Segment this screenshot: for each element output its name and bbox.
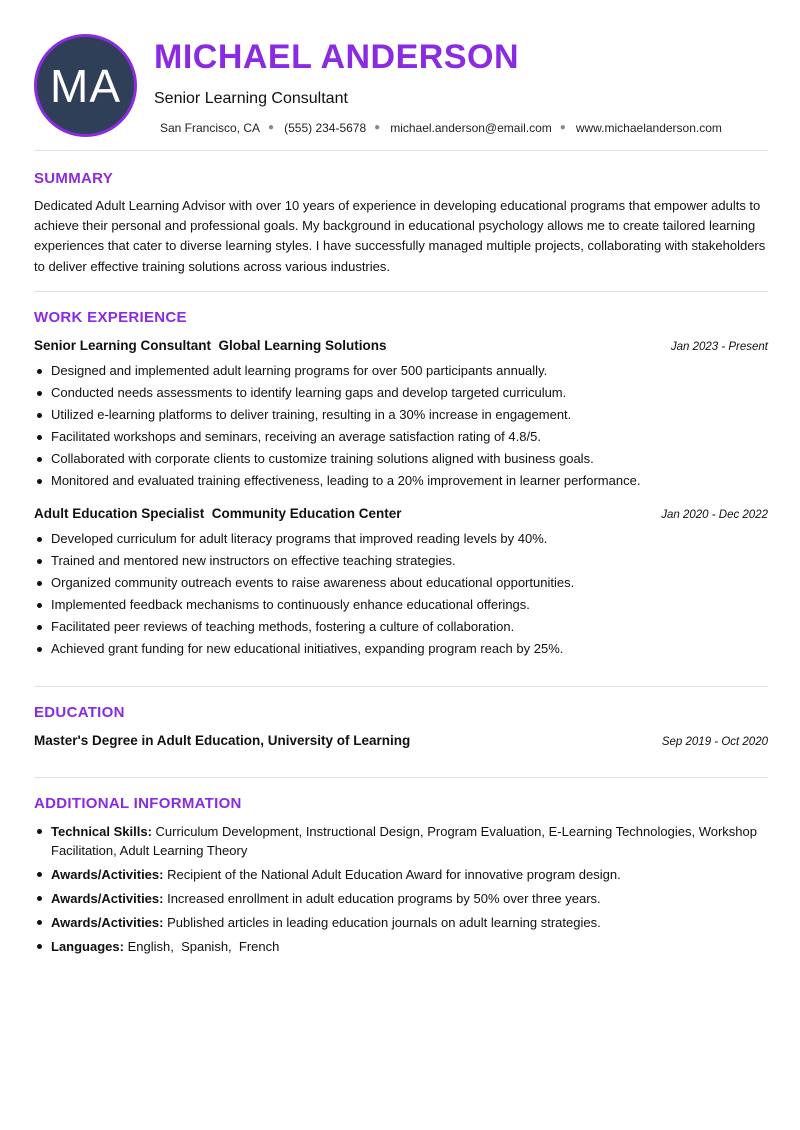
job-title: Senior Learning Consultant Global Learning Solutions [34,338,387,353]
summary-text: Dedicated Adult Learning Advisor with over 10 years of experience in developing educational programs that empower adults to achieve their personal and professional goals. My background in educational psychology allows me to create tailored learning experiences that cater to diverse learning styles. I have successfully managed multiple projects, collaborating with stakeholders to deliver effective training solutions across various industries. [34,198,766,274]
list-item [34,937,768,956]
item-text: Increased enrollment in adult education programs by 50% over three years. [167,891,601,906]
dot-separator-icon: ● [559,122,566,133]
avatar [34,34,137,137]
item-label: Awards/Activities: [51,915,164,930]
list-item: Implemented feedback mechanisms to continuously enhance educational offerings. [34,594,768,616]
avatar-initials: MA [50,59,121,112]
list-item: Collaborated with corporate clients to customize training solutions aligned with business goals. [34,448,768,470]
item-label: Awards/Activities: [51,891,164,906]
item-label: Languages: [51,939,124,954]
experience-heading: WORK EXPERIENCE [34,309,187,326]
additional-heading: ADDITIONAL INFORMATION [34,795,242,812]
item-text: Published articles in leading education journals on adult learning strategies. [167,915,601,930]
resume-header [34,34,768,138]
candidate-role: Senior Learning Consultant [154,90,348,107]
education-dates: Sep 2019 - Oct 2020 [661,736,768,748]
education-entry [34,733,768,748]
list-item [34,865,768,884]
dot-separator-icon: ● [374,122,381,133]
item-label: Technical Skills: [51,824,152,839]
job-header [34,338,768,353]
contact-phone: (555) 234-5678 [284,121,367,135]
candidate-name: MICHAEL ANDERSON [154,38,520,76]
list-item: Facilitated workshops and seminars, receiving an average satisfaction rating of 4.8/5. [34,426,768,448]
list-item [34,889,768,908]
item-text: Curriculum Development, Instructional Design, Program Evaluation, E-Learning Technologies, Workshop Facilitation, Adult Learning Theory [51,824,757,858]
list-item: Monitored and evaluated training effectiveness, leading to a 20% improvement in learner performance. [34,470,768,492]
list-item: Trained and mentored new instructors on effective teaching strategies. [34,550,768,572]
list-item [34,913,768,932]
contact-email[interactable]: michael.anderson@email.com [390,121,552,135]
divider [34,291,768,292]
degree: Master's Degree in Adult Education, University of Learning [34,733,411,748]
contact-website[interactable]: www.michaelanderson.com [575,121,722,135]
job-bullets [34,528,768,660]
additional-list [34,822,768,961]
list-item: Organized community outreach events to raise awareness about educational opportunities. [34,572,768,594]
list-item: Achieved grant funding for new educational initiatives, expanding program reach by 25%. [34,638,768,660]
education-heading: EDUCATION [34,704,125,721]
list-item: Utilized e-learning platforms to deliver training, resulting in a 30% increase in engagement. [34,404,768,426]
summary-heading: SUMMARY [34,170,114,187]
contact-location: San Francisco, CA [160,121,261,135]
divider [34,686,768,687]
item-text: Recipient of the National Adult Education Award for innovative program design. [167,867,621,882]
dot-separator-icon: ● [268,122,275,133]
job-dates: Jan 2023 - Present [670,341,768,353]
contact-line [160,121,722,135]
list-item: Conducted needs assessments to identify learning gaps and develop targeted curriculum. [34,382,768,404]
divider [34,150,768,151]
job-dates: Jan 2020 - Dec 2022 [661,509,768,521]
list-item: Developed curriculum for adult literacy programs that improved reading levels by 40%. [34,528,768,550]
job-title: Adult Education Specialist Community Education Center [34,506,402,521]
item-label: Awards/Activities: [51,867,164,882]
job-bullets [34,360,768,492]
list-item: Facilitated peer reviews of teaching methods, fostering a culture of collaboration. [34,616,768,638]
divider [34,777,768,778]
item-text: English, Spanish, French [127,939,280,954]
job-header [34,506,768,521]
list-item [34,822,768,860]
list-item: Designed and implemented adult learning programs for over 500 participants annually. [34,360,768,382]
